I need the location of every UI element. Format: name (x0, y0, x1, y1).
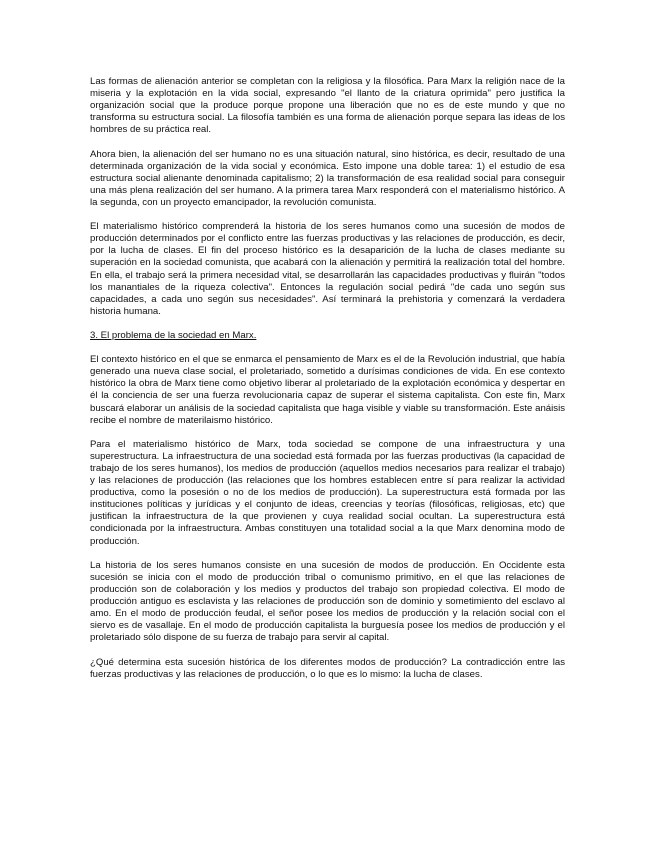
paragraph-modes-of-production: La historia de los seres humanos consiste en una sucesión de modos de producción. En Occidente esta sucesión se inicia con el modo de producción tribal o comunismo primitivo, en el que las relaciones de producción son de colaboración y los medios y productos del trabajo son propiedad colectiva. El modo de producción antiguo es esclavista y las relaciones de producción son de dominio y sometimiento del esclavo al amo. En el modo de producción feudal, el señor posee los medios de producción y la relación social con el siervo es de vasallaje. En el modo de producción capitalista la burguesía posee los medios de producción y el proletariado sólo dispone de su fuerza de trabajo para servir al capital. (90, 559, 565, 644)
paragraph-historical-materialism: El materialismo histórico comprenderá la historia de los seres humanos como una sucesión de modos de producción determinados por el conflicto entre las fuerzas productivas y las relaciones de producción, es decir, por la lucha de clases. El fin del proceso histórico es la desaparición de la lucha de clases mediante su superación en la sociedad comunista, que acabará con la alienación y permitirá la realización total del hombre. En ella, el trabajo será la primera necesidad vital, se desarrollarán las capacidades productivas y fluirán "todos los manantiales de la riqueza colectiva". Entonces la regulación social pedirá "de cada uno según sus capacidades, a cada uno según sus necesidades". Así terminará la prehistoria y comenzará la verdadera historia humana. (90, 221, 565, 317)
document-page (90, 76, 565, 693)
paragraph-religion-philosophy: Las formas de alienación anterior se completan con la religiosa y la filosófica. Para Marx la religión nace de la miseria y la explotación en la vida social, expresando "el llanto de la criatura oprimida" pero justifica la organización social que la produce porque propone una liberación que no es de este mundo y que no transforma su estructura social. La filosofía también es una forma de alienación porque separa las ideas de los hombres de su práctica real. (90, 76, 565, 136)
paragraph-class-struggle: ¿Qué determina esta sucesión histórica de los diferentes modos de producción? La contradicción entre las fuerzas productivas y las relaciones de producción, o lo que es lo mismo: la lucha de clases. (90, 656, 565, 680)
paragraph-infrastructure-superstructure: Para el materialismo histórico de Marx, toda sociedad se compone de una infraestructura y una superestructura. La infraestructura de una sociedad está formada por las fuerzas productivas (la capacidad de trabajo de los seres humanos), los medios de producción (aquellos medios necesarios para realizar el trabajo) y las relaciones de producción (las relaciones que los hombres establecen entre sí para realizar la actividad productiva, como la posesión o no de los medios de producción). La superestructura está formada por las instituciones políticas y jurídicas y el conjunto de ideas, creencias y teorías (filosóficas, religiosas, etc) que justifican la infraestructura de la que provienen y cuya realidad social ocultan. La superestructura está condicionada por la infraestructura. Ambas constituyen una totalidad social a la que Marx denomina modo de producción. (90, 438, 565, 547)
paragraph-historical-alienation: Ahora bien, la alienación del ser humano no es una situación natural, sino histórica, es decir, resultado de una determinada organización de la vida social y económica. Esto impone una doble tarea: 1) el estudio de esa estructura social alienante denominada capitalismo; 2) la transformación de esa realidad social para conseguir una más plena realización del ser humano. A la primera tarea Marx responderá con el materialismo histórico. A la segunda, con un proyecto emancipador, la revolución comunista. (90, 148, 565, 208)
section-heading: 3. El problema de la sociedad en Marx. (90, 329, 257, 341)
paragraph-historical-context: El contexto histórico en el que se enmarca el pensamiento de Marx es el de la Revolución industrial, que había generado una nueva clase social, el proletariado, sometido a durísimas condiciones de vida. En ese contexto histórico la obra de Marx tiene como objetivo liberar al proletariado de la explotación económica y despertar en él la conciencia de ser una fuerza revolucionaria capaz de superar el sistema capitalista. Con este fin, Marx buscará elaborar un análisis de la sociedad capitalista que haga visible y viable su transformación. Este anáisis recibe el nombre de materilaismo histórico. (90, 354, 565, 426)
